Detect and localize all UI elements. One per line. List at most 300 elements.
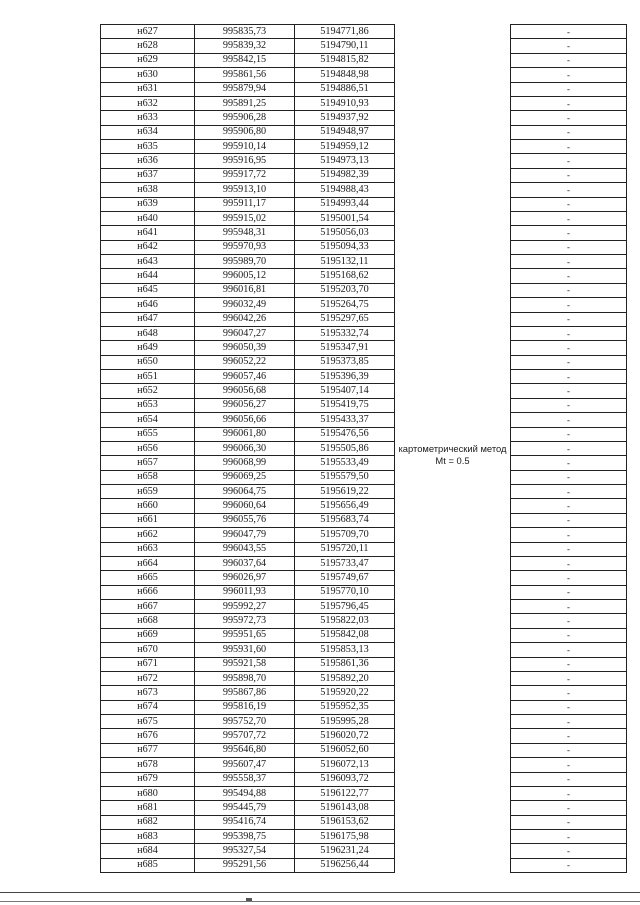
x-coordinate-cell: 995951,65 bbox=[195, 628, 295, 642]
error-value-cell: - bbox=[511, 68, 627, 82]
point-id-cell: н640 bbox=[101, 211, 195, 225]
table-row bbox=[101, 600, 627, 614]
x-coordinate-cell: 996047,79 bbox=[195, 528, 295, 542]
y-coordinate-cell: 5195656,49 bbox=[295, 499, 395, 513]
table-row bbox=[101, 96, 627, 110]
point-id-cell: н631 bbox=[101, 82, 195, 96]
x-coordinate-cell: 995970,93 bbox=[195, 240, 295, 254]
x-coordinate-cell: 996042,26 bbox=[195, 312, 295, 326]
point-id-cell: н659 bbox=[101, 485, 195, 499]
table-row bbox=[101, 528, 627, 542]
x-coordinate-cell: 995898,70 bbox=[195, 671, 295, 685]
error-value-cell: - bbox=[511, 82, 627, 96]
x-coordinate-cell: 996055,76 bbox=[195, 513, 295, 527]
x-coordinate-cell: 995992,27 bbox=[195, 600, 295, 614]
y-coordinate-cell: 5195373,85 bbox=[295, 355, 395, 369]
table-row bbox=[101, 858, 627, 872]
y-coordinate-cell: 5195396,39 bbox=[295, 370, 395, 384]
table-row bbox=[101, 25, 627, 39]
x-coordinate-cell: 996056,27 bbox=[195, 398, 295, 412]
table-row bbox=[101, 197, 627, 211]
table-row bbox=[101, 715, 627, 729]
x-coordinate-cell: 996026,97 bbox=[195, 571, 295, 585]
error-value-cell: - bbox=[511, 255, 627, 269]
point-id-cell: н648 bbox=[101, 326, 195, 340]
error-value-cell: - bbox=[511, 743, 627, 757]
point-id-cell: н655 bbox=[101, 427, 195, 441]
table-row bbox=[101, 830, 627, 844]
error-value-cell: - bbox=[511, 427, 627, 441]
x-coordinate-cell: 995910,14 bbox=[195, 140, 295, 154]
error-value-cell: - bbox=[511, 513, 627, 527]
table-row bbox=[101, 786, 627, 800]
error-value-cell: - bbox=[511, 398, 627, 412]
point-id-cell: н666 bbox=[101, 585, 195, 599]
error-value-cell: - bbox=[511, 758, 627, 772]
y-coordinate-cell: 5195995,28 bbox=[295, 715, 395, 729]
point-id-cell: н679 bbox=[101, 772, 195, 786]
point-id-cell: н642 bbox=[101, 240, 195, 254]
table-row bbox=[101, 269, 627, 283]
point-id-cell: н637 bbox=[101, 168, 195, 182]
error-value-cell: - bbox=[511, 815, 627, 829]
x-coordinate-cell: 995416,74 bbox=[195, 815, 295, 829]
error-value-cell: - bbox=[511, 657, 627, 671]
y-coordinate-cell: 5194910,93 bbox=[295, 96, 395, 110]
point-id-cell: н684 bbox=[101, 844, 195, 858]
error-value-cell: - bbox=[511, 571, 627, 585]
point-id-cell: н634 bbox=[101, 125, 195, 139]
point-id-cell: н667 bbox=[101, 600, 195, 614]
error-value-cell: - bbox=[511, 801, 627, 815]
table-row bbox=[101, 729, 627, 743]
error-value-cell: - bbox=[511, 226, 627, 240]
x-coordinate-cell: 996050,39 bbox=[195, 341, 295, 355]
y-coordinate-cell: 5194973,13 bbox=[295, 154, 395, 168]
x-coordinate-cell: 995445,79 bbox=[195, 801, 295, 815]
error-value-cell: - bbox=[511, 499, 627, 513]
error-value-cell: - bbox=[511, 671, 627, 685]
point-id-cell: н683 bbox=[101, 830, 195, 844]
point-id-cell: н644 bbox=[101, 269, 195, 283]
point-id-cell: н649 bbox=[101, 341, 195, 355]
error-value-cell: - bbox=[511, 211, 627, 225]
x-coordinate-cell: 995921,58 bbox=[195, 657, 295, 671]
point-id-cell: н639 bbox=[101, 197, 195, 211]
error-value-cell: - bbox=[511, 456, 627, 470]
y-coordinate-cell: 5195132,11 bbox=[295, 255, 395, 269]
x-coordinate-cell: 995913,10 bbox=[195, 183, 295, 197]
method-note: картометрический метод Mt = 0.5 bbox=[398, 442, 507, 466]
x-coordinate-cell: 995917,72 bbox=[195, 168, 295, 182]
error-value-cell: - bbox=[511, 168, 627, 182]
x-coordinate-cell: 995948,31 bbox=[195, 226, 295, 240]
error-value-cell: - bbox=[511, 283, 627, 297]
table-row bbox=[101, 485, 627, 499]
y-coordinate-cell: 5194848,98 bbox=[295, 68, 395, 82]
y-coordinate-cell: 5195920,22 bbox=[295, 686, 395, 700]
x-coordinate-cell: 995891,25 bbox=[195, 96, 295, 110]
table-row bbox=[101, 801, 627, 815]
error-value-cell: - bbox=[511, 700, 627, 714]
point-id-cell: н670 bbox=[101, 643, 195, 657]
table-row bbox=[101, 427, 627, 441]
point-id-cell: н680 bbox=[101, 786, 195, 800]
error-value-cell: - bbox=[511, 528, 627, 542]
error-value-cell: - bbox=[511, 53, 627, 67]
point-id-cell: н653 bbox=[101, 398, 195, 412]
table-row bbox=[101, 499, 627, 513]
x-coordinate-cell: 995646,80 bbox=[195, 743, 295, 757]
table-row bbox=[101, 643, 627, 657]
x-coordinate-cell: 995816,19 bbox=[195, 700, 295, 714]
y-coordinate-cell: 5195476,56 bbox=[295, 427, 395, 441]
x-coordinate-cell: 996068,99 bbox=[195, 456, 295, 470]
error-value-cell: - bbox=[511, 312, 627, 326]
table-row bbox=[101, 614, 627, 628]
point-id-cell: н643 bbox=[101, 255, 195, 269]
x-coordinate-cell: 996066,30 bbox=[195, 441, 295, 455]
table-row bbox=[101, 211, 627, 225]
table-row bbox=[101, 844, 627, 858]
y-coordinate-cell: 5196020,72 bbox=[295, 729, 395, 743]
x-coordinate-cell: 996005,12 bbox=[195, 269, 295, 283]
x-coordinate-cell: 995494,88 bbox=[195, 786, 295, 800]
table-row bbox=[101, 571, 627, 585]
y-coordinate-cell: 5195001,54 bbox=[295, 211, 395, 225]
point-id-cell: н662 bbox=[101, 528, 195, 542]
error-value-cell: - bbox=[511, 183, 627, 197]
x-coordinate-cell: 995867,86 bbox=[195, 686, 295, 700]
point-id-cell: н665 bbox=[101, 571, 195, 585]
x-coordinate-cell: 995906,80 bbox=[195, 125, 295, 139]
table-row bbox=[101, 255, 627, 269]
x-coordinate-cell: 996047,27 bbox=[195, 326, 295, 340]
y-coordinate-cell: 5196175,98 bbox=[295, 830, 395, 844]
x-coordinate-cell: 995989,70 bbox=[195, 255, 295, 269]
table-row bbox=[101, 125, 627, 139]
x-coordinate-cell: 995879,94 bbox=[195, 82, 295, 96]
y-coordinate-cell: 5196231,24 bbox=[295, 844, 395, 858]
table-body bbox=[101, 25, 627, 873]
table-row bbox=[101, 542, 627, 556]
table-row bbox=[101, 556, 627, 570]
point-id-cell: н636 bbox=[101, 154, 195, 168]
table-row bbox=[101, 53, 627, 67]
y-coordinate-cell: 5194959,12 bbox=[295, 140, 395, 154]
y-coordinate-cell: 5195297,65 bbox=[295, 312, 395, 326]
table-row bbox=[101, 513, 627, 527]
x-coordinate-cell: 995839,32 bbox=[195, 39, 295, 53]
table-row bbox=[101, 68, 627, 82]
y-coordinate-cell: 5195203,70 bbox=[295, 283, 395, 297]
page-bottom-mark bbox=[246, 898, 252, 901]
table-row bbox=[101, 456, 627, 470]
error-value-cell: - bbox=[511, 441, 627, 455]
y-coordinate-cell: 5194982,39 bbox=[295, 168, 395, 182]
error-value-cell: - bbox=[511, 686, 627, 700]
error-value-cell: - bbox=[511, 470, 627, 484]
table-row bbox=[101, 743, 627, 757]
error-value-cell: - bbox=[511, 370, 627, 384]
point-id-cell: н674 bbox=[101, 700, 195, 714]
point-id-cell: н646 bbox=[101, 298, 195, 312]
page-bottom-rule bbox=[0, 892, 640, 893]
y-coordinate-cell: 5196143,08 bbox=[295, 801, 395, 815]
point-id-cell: н654 bbox=[101, 413, 195, 427]
table-row bbox=[101, 671, 627, 685]
point-id-cell: н633 bbox=[101, 111, 195, 125]
error-value-cell: - bbox=[511, 614, 627, 628]
error-value-cell: - bbox=[511, 729, 627, 743]
y-coordinate-cell: 5195822,03 bbox=[295, 614, 395, 628]
y-coordinate-cell: 5194771,86 bbox=[295, 25, 395, 39]
y-coordinate-cell: 5196072,13 bbox=[295, 758, 395, 772]
y-coordinate-cell: 5195842,08 bbox=[295, 628, 395, 642]
error-value-cell: - bbox=[511, 542, 627, 556]
y-coordinate-cell: 5196256,44 bbox=[295, 858, 395, 872]
error-value-cell: - bbox=[511, 39, 627, 53]
error-value-cell: - bbox=[511, 786, 627, 800]
table-row bbox=[101, 815, 627, 829]
table-row bbox=[101, 226, 627, 240]
error-value-cell: - bbox=[511, 298, 627, 312]
x-coordinate-cell: 995707,72 bbox=[195, 729, 295, 743]
error-value-cell: - bbox=[511, 830, 627, 844]
point-id-cell: н676 bbox=[101, 729, 195, 743]
point-id-cell: н664 bbox=[101, 556, 195, 570]
table-row bbox=[101, 355, 627, 369]
method-cell bbox=[395, 25, 511, 873]
table-row bbox=[101, 240, 627, 254]
point-id-cell: н672 bbox=[101, 671, 195, 685]
y-coordinate-cell: 5194886,51 bbox=[295, 82, 395, 96]
error-value-cell: - bbox=[511, 384, 627, 398]
y-coordinate-cell: 5194993,44 bbox=[295, 197, 395, 211]
point-id-cell: н661 bbox=[101, 513, 195, 527]
table-row bbox=[101, 283, 627, 297]
table-row bbox=[101, 168, 627, 182]
point-id-cell: н629 bbox=[101, 53, 195, 67]
x-coordinate-cell: 996061,80 bbox=[195, 427, 295, 441]
x-coordinate-cell: 995398,75 bbox=[195, 830, 295, 844]
y-coordinate-cell: 5196052,60 bbox=[295, 743, 395, 757]
x-coordinate-cell: 995607,47 bbox=[195, 758, 295, 772]
point-id-cell: н651 bbox=[101, 370, 195, 384]
page-bottom-rule-lower bbox=[0, 901, 640, 902]
y-coordinate-cell: 5195264,75 bbox=[295, 298, 395, 312]
table-row bbox=[101, 657, 627, 671]
y-coordinate-cell: 5195861,36 bbox=[295, 657, 395, 671]
error-value-cell: - bbox=[511, 485, 627, 499]
y-coordinate-cell: 5195796,45 bbox=[295, 600, 395, 614]
coordinates-table bbox=[100, 24, 627, 873]
x-coordinate-cell: 995916,95 bbox=[195, 154, 295, 168]
error-value-cell: - bbox=[511, 269, 627, 283]
table-row bbox=[101, 441, 627, 455]
table-row bbox=[101, 111, 627, 125]
table-row bbox=[101, 298, 627, 312]
point-id-cell: н627 bbox=[101, 25, 195, 39]
error-value-cell: - bbox=[511, 858, 627, 872]
x-coordinate-cell: 996057,46 bbox=[195, 370, 295, 384]
x-coordinate-cell: 995752,70 bbox=[195, 715, 295, 729]
y-coordinate-cell: 5194937,92 bbox=[295, 111, 395, 125]
point-id-cell: н657 bbox=[101, 456, 195, 470]
x-coordinate-cell: 995558,37 bbox=[195, 772, 295, 786]
error-value-cell: - bbox=[511, 715, 627, 729]
point-id-cell: н632 bbox=[101, 96, 195, 110]
y-coordinate-cell: 5195094,33 bbox=[295, 240, 395, 254]
table-row bbox=[101, 585, 627, 599]
x-coordinate-cell: 995931,60 bbox=[195, 643, 295, 657]
point-id-cell: н675 bbox=[101, 715, 195, 729]
x-coordinate-cell: 996060,64 bbox=[195, 499, 295, 513]
error-value-cell: - bbox=[511, 341, 627, 355]
point-id-cell: н669 bbox=[101, 628, 195, 642]
x-coordinate-cell: 996043,55 bbox=[195, 542, 295, 556]
x-coordinate-cell: 995911,17 bbox=[195, 197, 295, 211]
table-row bbox=[101, 82, 627, 96]
y-coordinate-cell: 5195892,20 bbox=[295, 671, 395, 685]
x-coordinate-cell: 995906,28 bbox=[195, 111, 295, 125]
x-coordinate-cell: 996056,68 bbox=[195, 384, 295, 398]
point-id-cell: н658 bbox=[101, 470, 195, 484]
error-value-cell: - bbox=[511, 844, 627, 858]
y-coordinate-cell: 5195332,74 bbox=[295, 326, 395, 340]
point-id-cell: н681 bbox=[101, 801, 195, 815]
table-row bbox=[101, 370, 627, 384]
y-coordinate-cell: 5195853,13 bbox=[295, 643, 395, 657]
y-coordinate-cell: 5195770,10 bbox=[295, 585, 395, 599]
point-id-cell: н645 bbox=[101, 283, 195, 297]
point-id-cell: н673 bbox=[101, 686, 195, 700]
y-coordinate-cell: 5195952,35 bbox=[295, 700, 395, 714]
table-row bbox=[101, 470, 627, 484]
y-coordinate-cell: 5195419,75 bbox=[295, 398, 395, 412]
point-id-cell: н678 bbox=[101, 758, 195, 772]
x-coordinate-cell: 996032,49 bbox=[195, 298, 295, 312]
point-id-cell: н630 bbox=[101, 68, 195, 82]
point-id-cell: н650 bbox=[101, 355, 195, 369]
x-coordinate-cell: 995327,54 bbox=[195, 844, 295, 858]
table-row bbox=[101, 39, 627, 53]
table-row bbox=[101, 772, 627, 786]
table-row bbox=[101, 183, 627, 197]
point-id-cell: н671 bbox=[101, 657, 195, 671]
error-value-cell: - bbox=[511, 140, 627, 154]
y-coordinate-cell: 5194948,97 bbox=[295, 125, 395, 139]
x-coordinate-cell: 995861,56 bbox=[195, 68, 295, 82]
error-value-cell: - bbox=[511, 772, 627, 786]
y-coordinate-cell: 5195168,62 bbox=[295, 269, 395, 283]
point-id-cell: н663 bbox=[101, 542, 195, 556]
table-row bbox=[101, 413, 627, 427]
table-row bbox=[101, 700, 627, 714]
error-value-cell: - bbox=[511, 355, 627, 369]
y-coordinate-cell: 5194988,43 bbox=[295, 183, 395, 197]
error-value-cell: - bbox=[511, 643, 627, 657]
point-id-cell: н652 bbox=[101, 384, 195, 398]
point-id-cell: н660 bbox=[101, 499, 195, 513]
error-value-cell: - bbox=[511, 25, 627, 39]
y-coordinate-cell: 5195683,74 bbox=[295, 513, 395, 527]
error-value-cell: - bbox=[511, 585, 627, 599]
point-id-cell: н677 bbox=[101, 743, 195, 757]
error-value-cell: - bbox=[511, 240, 627, 254]
x-coordinate-cell: 995915,02 bbox=[195, 211, 295, 225]
point-id-cell: н641 bbox=[101, 226, 195, 240]
x-coordinate-cell: 996016,81 bbox=[195, 283, 295, 297]
error-value-cell: - bbox=[511, 197, 627, 211]
point-id-cell: н685 bbox=[101, 858, 195, 872]
error-value-cell: - bbox=[511, 628, 627, 642]
error-value-cell: - bbox=[511, 413, 627, 427]
x-coordinate-cell: 995291,56 bbox=[195, 858, 295, 872]
y-coordinate-cell: 5194815,82 bbox=[295, 53, 395, 67]
table-row bbox=[101, 312, 627, 326]
y-coordinate-cell: 5195505,86 bbox=[295, 441, 395, 455]
table-row bbox=[101, 384, 627, 398]
x-coordinate-cell: 996069,25 bbox=[195, 470, 295, 484]
x-coordinate-cell: 995835,73 bbox=[195, 25, 295, 39]
error-value-cell: - bbox=[511, 556, 627, 570]
y-coordinate-cell: 5195056,03 bbox=[295, 226, 395, 240]
point-id-cell: н668 bbox=[101, 614, 195, 628]
y-coordinate-cell: 5195733,47 bbox=[295, 556, 395, 570]
x-coordinate-cell: 996064,75 bbox=[195, 485, 295, 499]
y-coordinate-cell: 5195709,70 bbox=[295, 528, 395, 542]
y-coordinate-cell: 5195579,50 bbox=[295, 470, 395, 484]
x-coordinate-cell: 995972,73 bbox=[195, 614, 295, 628]
error-value-cell: - bbox=[511, 154, 627, 168]
y-coordinate-cell: 5195433,37 bbox=[295, 413, 395, 427]
x-coordinate-cell: 996056,66 bbox=[195, 413, 295, 427]
table-row bbox=[101, 758, 627, 772]
y-coordinate-cell: 5196153,62 bbox=[295, 815, 395, 829]
point-id-cell: н647 bbox=[101, 312, 195, 326]
table-row bbox=[101, 140, 627, 154]
y-coordinate-cell: 5195533,49 bbox=[295, 456, 395, 470]
table-row bbox=[101, 398, 627, 412]
point-id-cell: н628 bbox=[101, 39, 195, 53]
x-coordinate-cell: 995842,15 bbox=[195, 53, 295, 67]
point-id-cell: н638 bbox=[101, 183, 195, 197]
y-coordinate-cell: 5195720,11 bbox=[295, 542, 395, 556]
x-coordinate-cell: 996037,64 bbox=[195, 556, 295, 570]
point-id-cell: н635 bbox=[101, 140, 195, 154]
y-coordinate-cell: 5195347,91 bbox=[295, 341, 395, 355]
x-coordinate-cell: 996011,93 bbox=[195, 585, 295, 599]
point-id-cell: н682 bbox=[101, 815, 195, 829]
error-value-cell: - bbox=[511, 111, 627, 125]
error-value-cell: - bbox=[511, 600, 627, 614]
error-value-cell: - bbox=[511, 125, 627, 139]
y-coordinate-cell: 5194790,11 bbox=[295, 39, 395, 53]
y-coordinate-cell: 5195749,67 bbox=[295, 571, 395, 585]
table-row bbox=[101, 628, 627, 642]
y-coordinate-cell: 5196093,72 bbox=[295, 772, 395, 786]
error-value-cell: - bbox=[511, 326, 627, 340]
error-value-cell: - bbox=[511, 96, 627, 110]
table-row bbox=[101, 341, 627, 355]
y-coordinate-cell: 5195619,22 bbox=[295, 485, 395, 499]
x-coordinate-cell: 996052,22 bbox=[195, 355, 295, 369]
y-coordinate-cell: 5196122,77 bbox=[295, 786, 395, 800]
point-id-cell: н656 bbox=[101, 441, 195, 455]
table-row bbox=[101, 326, 627, 340]
y-coordinate-cell: 5195407,14 bbox=[295, 384, 395, 398]
